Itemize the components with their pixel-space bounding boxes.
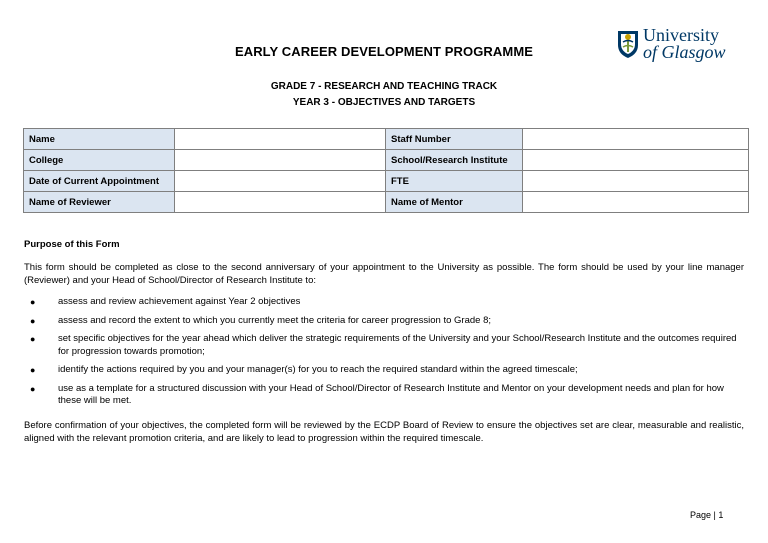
table-row: [24, 129, 749, 150]
subtitle-year: YEAR 3 - OBJECTIVES AND TARGETS: [292, 97, 476, 108]
name-field[interactable]: [175, 129, 386, 150]
table-row: [24, 192, 749, 213]
subtitle-grade: GRADE 7 - RESEARCH AND TEACHING TRACK: [270, 81, 498, 92]
list-item: [24, 315, 744, 328]
table-row: [24, 150, 749, 171]
list-item: [24, 296, 744, 309]
fte-field[interactable]: [523, 171, 749, 192]
label-appointment-date: Date of Current Appointment: [24, 171, 175, 192]
bullet-icon: ●: [30, 315, 36, 326]
label-school: School/Research Institute: [386, 150, 523, 171]
college-field[interactable]: [175, 150, 386, 171]
staff-info-table: [23, 128, 749, 213]
label-staff-number: Staff Number: [386, 129, 523, 150]
bullet-icon: ●: [30, 383, 36, 394]
appointment-date-field[interactable]: [175, 171, 386, 192]
page-number: Page | 1: [690, 510, 724, 520]
purpose-heading: Purpose of this Form: [24, 239, 120, 250]
purpose-intro: This form should be completed as close to the second anniversary of your appointment to the University as possible. The form should be used by your line manager (Reviewer) and your Head of School/Director of Research Institute to:: [24, 262, 744, 286]
table-row: [24, 171, 749, 192]
logo-line-2: of Glasgow: [643, 42, 726, 62]
purpose-closing: Before confirmation of your objectives, the completed form will be reviewed by the ECDP Board of Review to ensure the objectives set are clear, measurable and realistic, aligned with the relevant promotion criteria, and are likely to lead to progression within the required timescale.: [24, 420, 744, 444]
bullet-icon: ●: [30, 365, 36, 375]
label-college: College: [24, 150, 175, 171]
staff-number-field[interactable]: [523, 129, 749, 150]
mentor-field[interactable]: [523, 192, 749, 213]
list-item-text: assess and record the extent to which you currently meet the criteria for career progression to Grade 8;: [58, 314, 491, 326]
purpose-bullet-list: [24, 296, 744, 414]
list-item: [24, 364, 744, 377]
crest-icon: [617, 29, 639, 59]
list-item-text: assess and review achievement against Year 2 objectives: [58, 296, 301, 307]
label-fte: FTE: [386, 171, 523, 192]
list-item: [24, 383, 744, 408]
label-reviewer: Name of Reviewer: [24, 192, 175, 213]
logo-line-1: University: [643, 25, 719, 45]
reviewer-field[interactable]: [175, 192, 386, 213]
bullet-icon: ●: [30, 297, 36, 307]
list-item-text: set specific objectives for the year ahead which deliver the strategic requirements of the University and your School/Research Institute and the outcomes required for progression towards promotion;: [58, 333, 737, 357]
label-name: Name: [24, 129, 175, 150]
page-title: EARLY CAREER DEVELOPMENT PROGRAMME: [234, 44, 534, 59]
list-item-text: identify the actions required by you and your manager(s) for you to reach the required standard within the agreed timescale;: [58, 364, 578, 375]
school-field[interactable]: [523, 150, 749, 171]
list-item-text: use as a template for a structured discussion with your Head of School/Director of Research Institute and Mentor on your development needs and plan for how these will be met.: [58, 382, 724, 406]
bullet-icon: ●: [30, 334, 36, 344]
university-logo: [617, 26, 729, 64]
list-item: [24, 333, 744, 358]
label-mentor: Name of Mentor: [386, 192, 523, 213]
